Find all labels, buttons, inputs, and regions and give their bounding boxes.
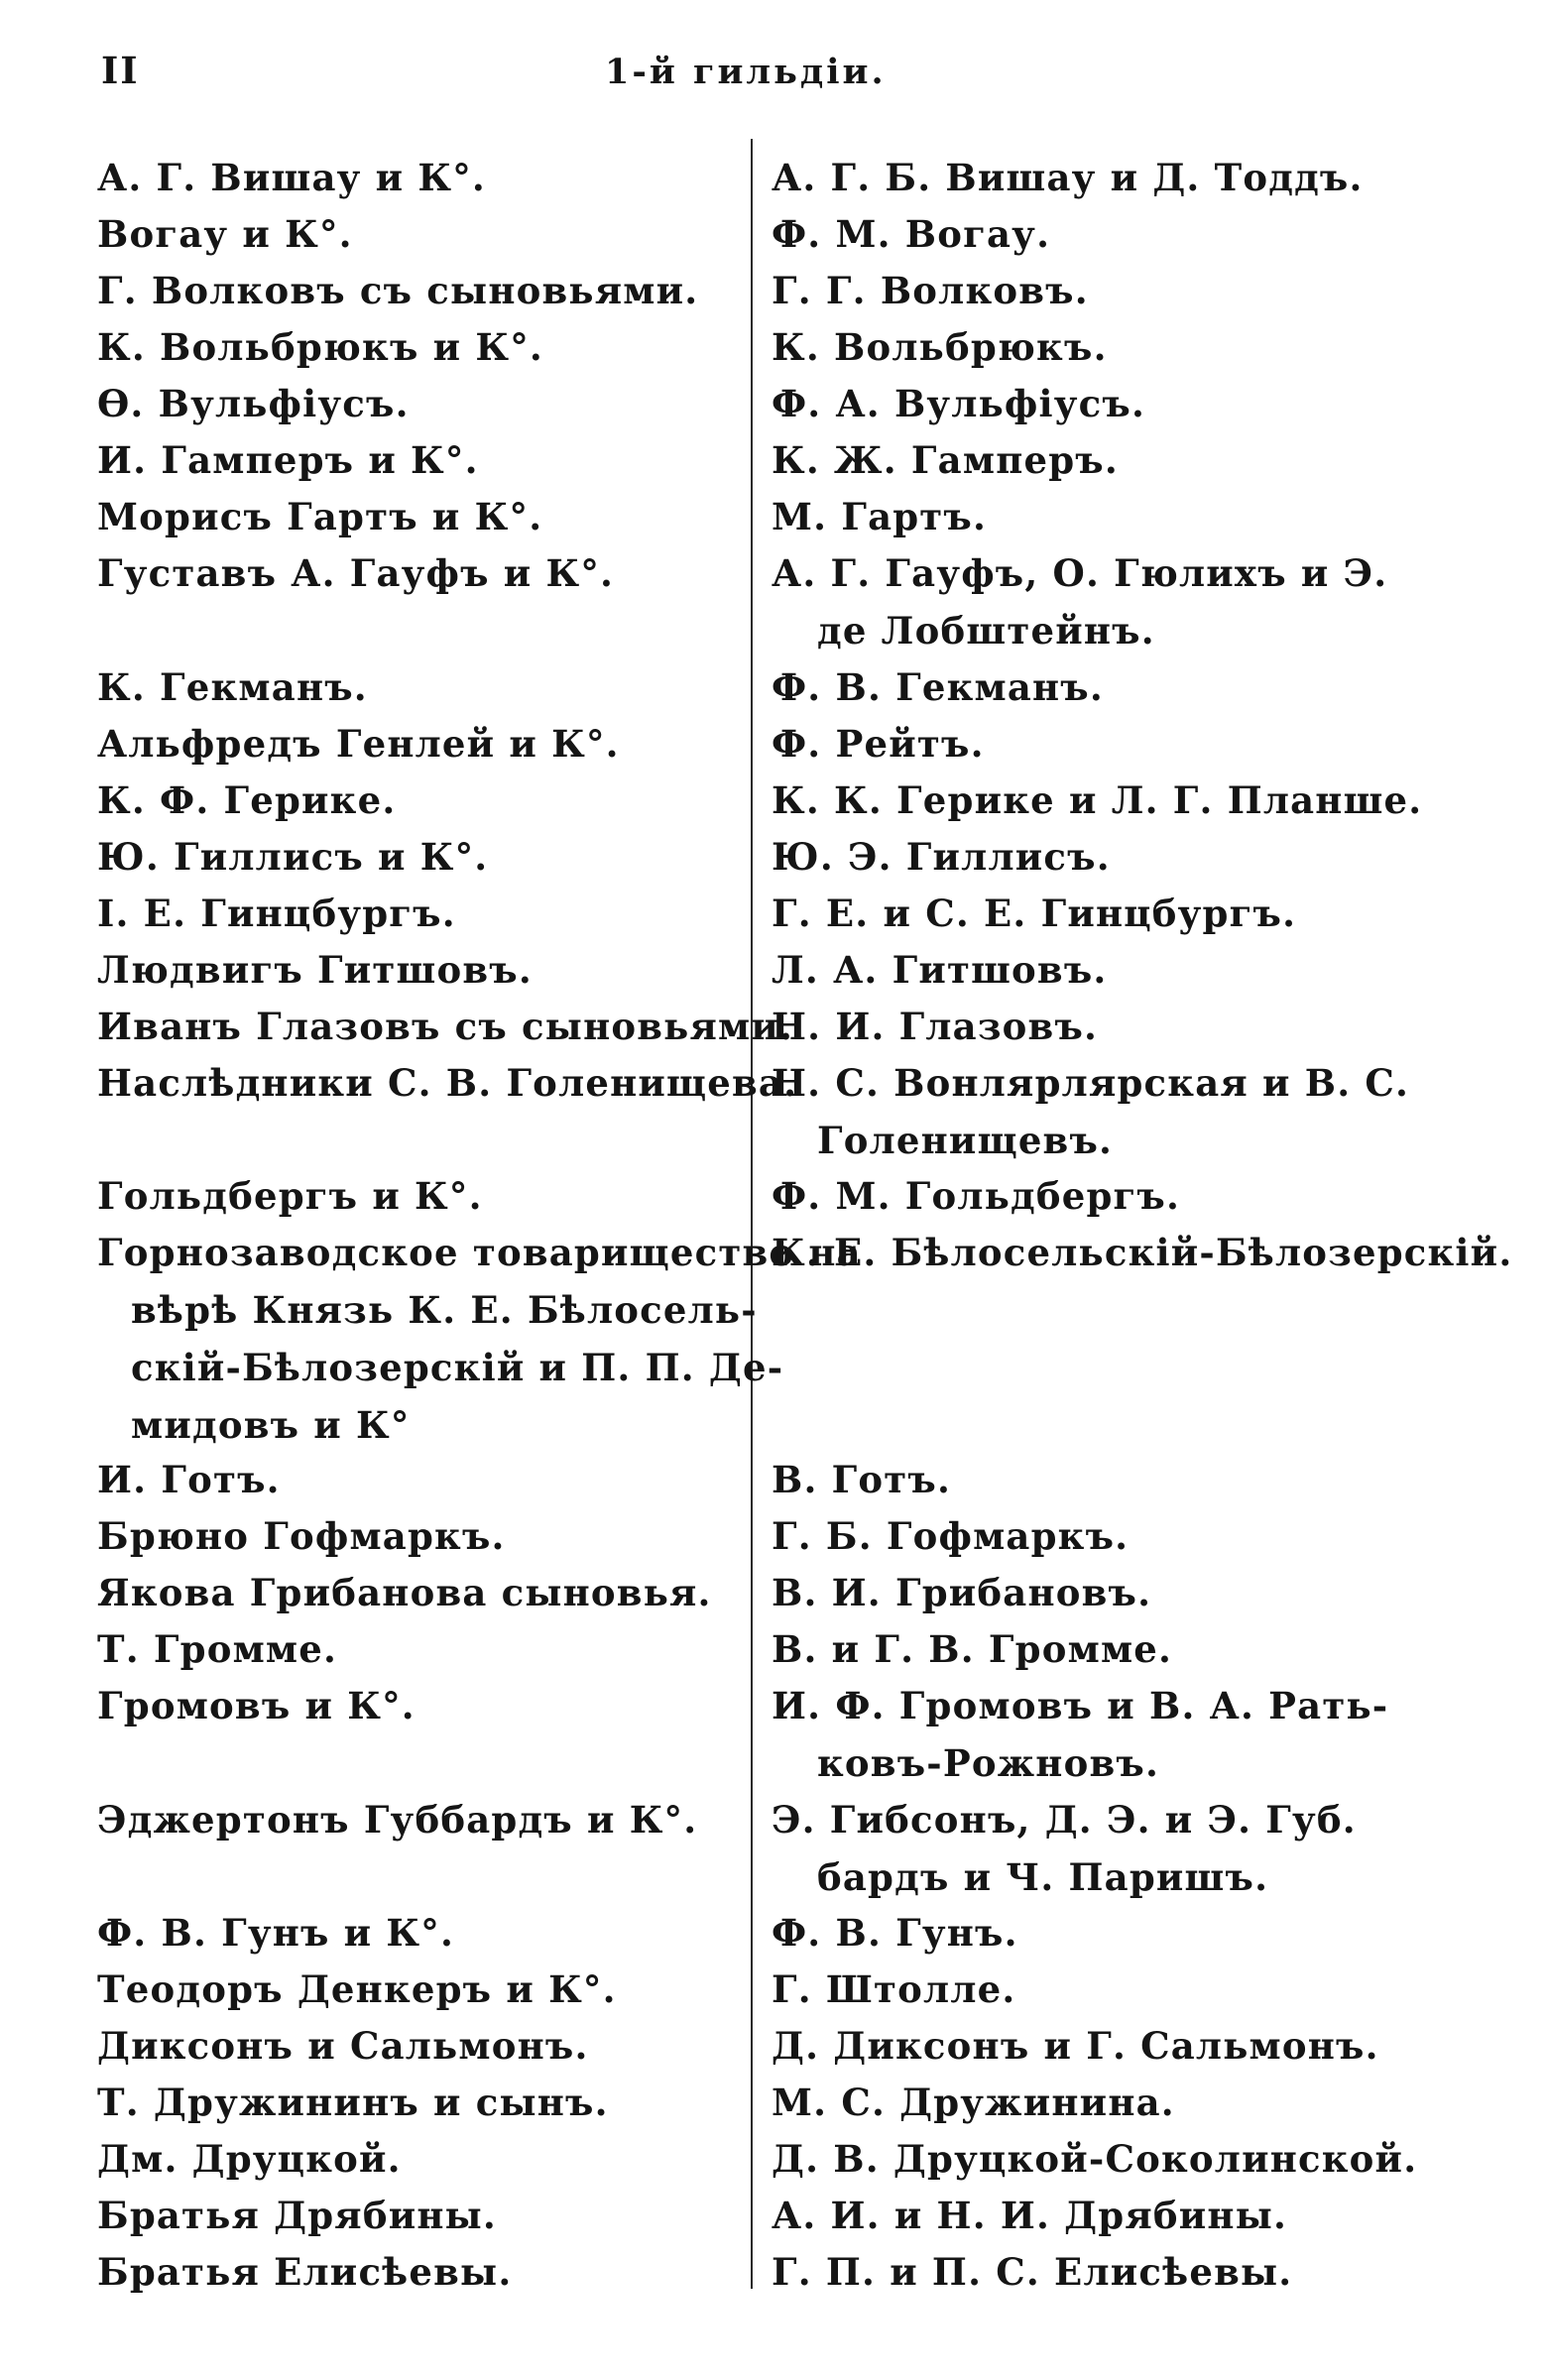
owner-line: Д. В. Друцкой-Соколинской. [772, 2137, 1418, 2181]
owner-names [772, 2187, 1287, 2244]
firm-name [97, 1791, 697, 1848]
owner-names [772, 1451, 951, 1508]
owner-names [772, 941, 1108, 999]
firm-name [97, 205, 353, 263]
owner-names [772, 658, 1104, 716]
owner-line: А. И. и Н. И. Дрябины. [772, 2194, 1288, 2237]
owner-line: Ф. М. Гольдбергъ. [772, 1174, 1181, 1218]
owner-line: ковъ-Рожновъ. [817, 1741, 1160, 1785]
firm-name [97, 2243, 512, 2301]
firm-name [97, 318, 543, 376]
firm-line: Т. Громме. [97, 1627, 338, 1671]
firm-name [97, 2130, 402, 2188]
owner-line: И. Ф. Громовъ и В. А. Рать- [772, 1684, 1389, 1727]
owner-names [772, 1054, 1409, 1169]
owner-names [772, 318, 1108, 376]
owner-line: Э. Гибсонъ, Д. Э. и Э. Губ. [772, 1798, 1357, 1842]
firm-line: И. Готъ. [97, 1458, 281, 1501]
owner-line: Н. С. Вонлярлярская и В. С. [772, 1061, 1410, 1105]
owner-names [772, 715, 985, 773]
firm-name [97, 1677, 416, 1734]
firm-line: Морисъ Гартъ и К°. [97, 495, 543, 538]
firm-line: Альфредъ Генлей и К°. [97, 722, 620, 766]
firm-line: Брюно Гофмаркъ. [97, 1514, 506, 1558]
firm-line: И. Гамперъ и К°. [97, 438, 479, 482]
firm-name [97, 262, 698, 319]
firm-line: Эджертонъ Губбардъ и К°. [97, 1798, 698, 1842]
firm-name [97, 885, 456, 942]
firm-name [97, 544, 614, 602]
owner-line: Ф. В. Гекманъ. [772, 665, 1104, 709]
owner-names [772, 1791, 1357, 1906]
firm-name [97, 941, 533, 999]
owner-line: Ф. А. Вульфіусъ. [772, 382, 1146, 425]
firm-line: Иванъ Глазовъ съ сыновьями. [97, 1005, 794, 1048]
owner-names [772, 1677, 1388, 1792]
owner-line: Г. Е. и С. Е. Гинцбургъ. [772, 892, 1297, 935]
owner-line: К. Ж. Гамперъ. [772, 438, 1119, 482]
running-title: 1-й гильдіи. [605, 52, 887, 92]
owner-line: де Лобштейнъ. [817, 609, 1155, 653]
firm-line: Братья Дрябины. [97, 2194, 497, 2237]
firm-line: Гольдбергъ и К°. [97, 1174, 483, 1218]
firm-name [97, 149, 486, 206]
firm-line: Горнозаводское товарищество на [97, 1231, 862, 1274]
owner-line: Голенищевъ. [817, 1119, 1114, 1162]
firm-name [97, 998, 793, 1055]
owner-line: Ф. В. Гунъ. [772, 1911, 1018, 1955]
firm-line: Т. Дружининъ и сынъ. [97, 2081, 609, 2124]
firm-line: Ѳ. Вульфіусъ. [97, 382, 410, 425]
owner-line: Д. Диксонъ и Г. Сальмонъ. [772, 2024, 1379, 2068]
owner-names [772, 1961, 1015, 2018]
owner-line: бардъ и Ч. Паришъ. [817, 1855, 1269, 1899]
owner-line: Л. А. Гитшовъ. [772, 948, 1108, 992]
owner-line: К. Е. Бѣлосельскій-Бѣлозерскій. [772, 1231, 1513, 1274]
owner-names [772, 1224, 1512, 1281]
owner-line: Ю. Э. Гиллисъ. [772, 835, 1111, 879]
firm-name [97, 1224, 862, 1454]
owner-line: В. Готъ. [772, 1458, 952, 1501]
firm-name [97, 1961, 617, 2018]
column-divider [751, 139, 753, 2289]
owner-names [772, 2017, 1379, 2075]
owner-names [772, 431, 1119, 489]
firm-name [97, 772, 396, 829]
firm-line: скій-Бѣлозерскій и П. П. Де- [131, 1346, 784, 1389]
owner-line: М. Гартъ. [772, 495, 988, 538]
owner-names [772, 1904, 1018, 1962]
firm-line: Людвигъ Гитшовъ. [97, 948, 533, 992]
owner-line: Н. И. Глазовъ. [772, 1005, 1099, 1048]
owner-names [772, 1564, 1151, 1621]
firm-line: К. Ф. Герике. [97, 778, 397, 822]
firm-name [97, 1167, 483, 1225]
firm-line: І. Е. Гинцбургъ. [97, 892, 456, 935]
firm-line: Наслѣдники С. В. Голенищева. [97, 1061, 798, 1105]
owner-line: Ф. М. Вогау. [772, 212, 1051, 256]
firm-name [97, 2017, 589, 2075]
firm-line: мидовъ и К° [131, 1403, 411, 1447]
owner-names [772, 544, 1387, 659]
firm-name [97, 828, 488, 886]
firm-name [97, 2074, 609, 2131]
firm-line: К. Вольбрюкъ и К°. [97, 325, 544, 369]
firm-line: Теодоръ Денкеръ и К°. [97, 1967, 617, 2011]
owner-line: В. И. Грибановъ. [772, 1571, 1152, 1614]
firm-line: Густавъ А. Гауфъ и К°. [97, 551, 615, 595]
firm-name [97, 488, 542, 545]
firm-line: Ф. В. Гунъ и К°. [97, 1911, 455, 1955]
owner-names [772, 2130, 1417, 2188]
owner-names [772, 772, 1422, 829]
firm-line: Громовъ и К°. [97, 1684, 416, 1727]
firm-line: Якова Грибанова сыновья. [97, 1571, 712, 1614]
firm-name [97, 1451, 281, 1508]
owner-line: В. и Г. В. Громме. [772, 1627, 1173, 1671]
owner-line: М. С. Дружинина. [772, 2081, 1175, 2124]
owner-names [772, 149, 1364, 206]
firm-line: Вогау и К°. [97, 212, 353, 256]
owner-names [772, 998, 1098, 1055]
owner-names [772, 375, 1145, 432]
owner-line: Г. Г. Волковъ. [772, 269, 1089, 312]
owner-line: А. Г. Гауфъ, О. Гюлихъ и Э. [772, 551, 1388, 595]
firm-name [97, 1904, 454, 1962]
firm-name [97, 658, 368, 716]
owner-names [772, 1167, 1180, 1225]
firm-line: Братья Елисѣевы. [97, 2250, 513, 2294]
owner-line: К. К. Герике и Л. Г. Планше. [772, 778, 1423, 822]
firm-line: Диксонъ и Сальмонъ. [97, 2024, 589, 2068]
page-number: II [101, 49, 140, 92]
firm-name [97, 1054, 797, 1112]
owner-names [772, 488, 987, 545]
owner-names [772, 205, 1050, 263]
owner-line: Ф. Рейтъ. [772, 722, 985, 766]
firm-name [97, 1620, 337, 1678]
owner-line: К. Вольбрюкъ. [772, 325, 1108, 369]
owner-line: Г. Б. Гофмаркъ. [772, 1514, 1130, 1558]
firm-line: Г. Волковъ съ сыновьями. [97, 269, 699, 312]
firm-line: вѣрѣ Князь К. Е. Бѣлосель- [131, 1288, 758, 1332]
firm-line: Дм. Друцкой. [97, 2137, 402, 2181]
firm-line: А. Г. Вишау и К°. [97, 156, 486, 199]
owner-names [772, 262, 1089, 319]
owner-line: Г. П. и П. С. Елисѣевы. [772, 2250, 1293, 2294]
firm-name [97, 715, 620, 773]
firm-name [97, 375, 410, 432]
owner-names [772, 1620, 1172, 1678]
owner-names [772, 1507, 1129, 1565]
firm-name [97, 1507, 506, 1565]
owner-names [772, 828, 1111, 886]
firm-line: Ю. Гиллисъ и К°. [97, 835, 489, 879]
owner-names [772, 2243, 1292, 2301]
firm-name [97, 431, 479, 489]
owner-line: А. Г. Б. Вишау и Д. Тоддъ. [772, 156, 1364, 199]
firm-name [97, 2187, 497, 2244]
firm-name [97, 1564, 712, 1621]
owner-line: Г. Штолле. [772, 1967, 1016, 2011]
owner-names [772, 885, 1296, 942]
firm-line: К. Гекманъ. [97, 665, 368, 709]
owner-names [772, 2074, 1175, 2131]
